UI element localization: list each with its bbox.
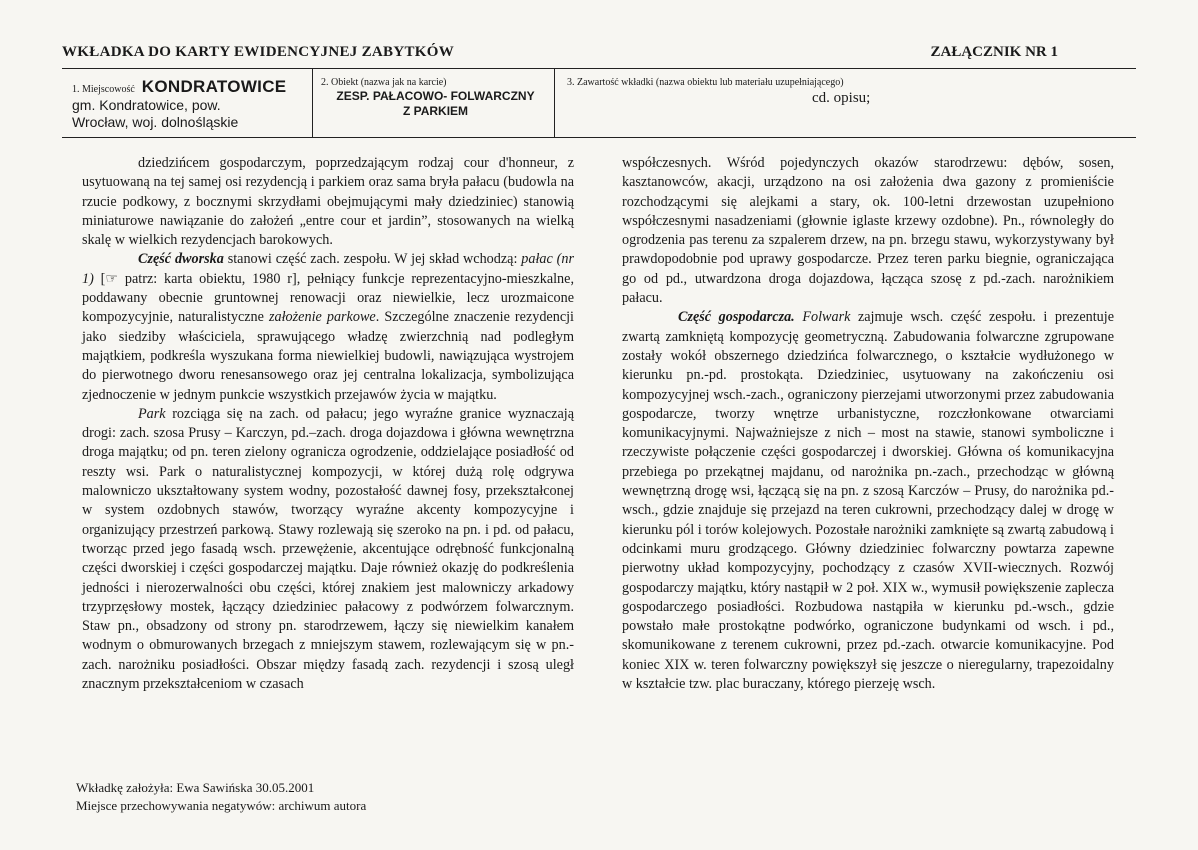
- object-name-line1: ZESP. PAŁACOWO- FOLWARCZNY: [336, 89, 535, 103]
- contents-label: 3. Zawartość wkładki (nazwa obiektu lub materiału uzupełniającego): [567, 77, 844, 88]
- left-paragraph-1: dziedzińcem gospodarczym, poprzedzającym rodzaj cour d'honneur, z usytuowaną na tej samej osi rezydencją i parkiem oraz sama bryła pałacu (budowla na rzucie podkowy, z bocznymi skrzydłami obejmującymi mały dziedziniec) stanowią miniaturowe nawiązanie do założeń „entre cour et jardin”, stosowanych na wielką skalę w wielkich rezydencjach barokowych.: [82, 155, 574, 249]
- palace-reference: pałac (nr 1): [82, 251, 574, 287]
- metadata-table: [62, 68, 1136, 138]
- park-reference: założenie parkowe: [269, 309, 376, 326]
- object-name-line2: Z PARKIEM: [402, 104, 469, 118]
- location-commune: gm. Kondratowice, pow.: [72, 97, 221, 113]
- right-paragraph-2: Część gospodarcza. Folwark zajmuje wsch. część zespołu. i prezentuje zwartą zamkniętą kompozycję geometryczną. Zabudowania folwarczne zgrupowane zostały wokół obszernego dziedzińca folwarcznego, o kształcie wydłużonego w kierunku pn.-pd. prostokąta. Dziedziniec, usytuowany na zakończeniu osi kompozycyjnej wsch.-zach., ograniczony pierzejami utworzonymi przez zabudowania gospodarcze, tworzy wnętrze urbanistyczne, rozczłonkowane otwarciami komunikacyjnymi. Najważniejsze z nich – most na stawie, stanowi symboliczne i rzeczywiste połączenie części gospodarczej i dworskiej. Główna oś komunikacyjna przebiega po przekątnej majdanu, od narożnika pn.-zach., przechodząc w główną wewnętrzną drogę wsi, łączącą się na pn. z szosą Karczów – Prusy, do narożnika pd.-wsch., gdzie znajduje się przejazd na teren cukrowni, przechodzący dalej w drogę w kierunku pól i torów kolejowych. Pozostałe narożniki zamknięte są zwartą zabudową i odcinkami muru grodzącego. Główny dziedziniec folwarczny powtarza zapewne pierwotny układ kompozycyjny, pochodzący z czasów XVII-wiecznych. Rozwój gospodarczy majątku, który nastąpił w 2 poł. XIX w., wymusił powiększenie zaplecza gospodarczego posiadłości. Rozbudowa nastąpiła w kierunku pd.-wsch., gdzie powstało małe prostokątne podwórko, ograniczone budynkami od wsch. i pd., skomunikowane z terenem cukrowni, przez pd.-zach. otwarcie komunikacyjne. Pod koniec XIX w. teren folwarczny powiększył się jeszcze o nieregularny, trapezoidalny w kształcie tzw. plac buraczany, którego pierzeję wsch.: [622, 309, 1115, 693]
- left-paragraph-3: Park rozciąga się na zach. od pałacu; jego wyraźne granice wyznaczają drogi: zach. szosa Prusy – Karczyn, pd.–zach. droga dojazdowa i główna wewnętrzna droga majątku; od pn. teren zielony ogranicza ogrodzenie, oddzielające posiadłość od reszty wsi. Park o naturalistycznej kompozycji, w której dużą rolę odgrywa malowniczo ukształtowany system wodny, pozostałość dawnej fosy, przekształconej w system ozdobnych stawów, tworzący wyraźne akcenty kompozycyjne i organizujący przestrzeń parkową. Stawy rozlewają się szeroko na pn. i pd. od pałacu, tworząc przed jego fasadą wsch. przewężenie, akcentujące odrębność funkcjonalną części dworskiej i części gospodarczej majątku. Daje również okazję do podkreślenia jedności i nierozerwalności obu części, której znakiem jest malowniczy arkadowy trzyprzęsłowy mostek, łączący dziedziniec pałacowy z podwórzem folwarcznym. Staw pn., obsadzony od strony pn. starodrzewem, łączy się niewielkim kanałem wodnym o obmurowanych brzegach z mniejszym stawem, rozlewającym się w pn.-zach. narożniku posiadłości. Obszar między fasadą zach. rezydencji i szosą uległ znacznym przekształceniom w czasach: [82, 405, 574, 693]
- contents-cell: [555, 69, 1136, 137]
- object-label: 2. Obiekt (nazwa jak na karcie): [321, 77, 447, 88]
- right-text-column: [622, 154, 1114, 694]
- section-heading-park: Park: [138, 405, 166, 422]
- author-note: Wkładkę założyła: Ewa Sawińska 30.05.2001: [76, 780, 315, 795]
- negative-storage-note: Miejsce przechowywania negatywów: archiwum autora: [76, 798, 367, 813]
- location-label: 1. Miejscowość: [72, 84, 135, 95]
- footer-notes: [76, 779, 366, 815]
- folwark-heading: Folwark: [802, 309, 851, 326]
- section-heading-gospodarcza: Część gospodarcza.: [678, 309, 795, 326]
- document-title: WKŁADKA DO KARTY EWIDENCYJNEJ ZABYTKÓW: [62, 44, 455, 60]
- left-paragraph-2: Część dworska stanowi część zach. zespołu. W jej skład wchodzą: pałac (nr 1) [☞ patrz: karta obiektu, 1980 r], pełniący funkcje reprezentacyjno-mieszkalne, poddawany obecnie gruntownej renowacji oraz niewielkie, lecz urozmaicone kompozycyjnie, naturalistyczne założenie parkowe. Szczególne znaczenie rezydencji jako siedziby właściciela, sprawującego władzę zwierzchnią nad podległym majątkiem, podkreśla wyszukana forma niewielkiej budowli, nawiązująca wystrojem do pierwotnego dworu renesansowego oraz jej centralna lokalizacja, symbolizująca zjednoczenie w jednym punkcie wszystkich przejawów życia w majątku.: [82, 251, 575, 403]
- left-text-column: [82, 154, 574, 694]
- object-cell: [312, 69, 555, 137]
- right-paragraph-1: współczesnych. Wśród pojedynczych okazów starodrzewu: dębów, sosen, kasztanowców, akacji, urządzono na osi założenia dwa gazony z promieniście rozchodzącymi się alejkami a stary, ok. 100-letni drzewostan uzupełniono współczesnymi nasadzeniami (głownie iglaste krzewy ozdobne). Pn., równoległy do ogrodzenia pas terenu za szpalerem drzew, na pn. brzegu stawu, wykorzystywany był prawdopodobnie pod uprawy gospodarcze. Przez teren parku biegnie, ograniczająca go od pd., utwardzona droga dojazdowa, łącząca szosę z pd.-zach. narożnikiem pałacu.: [622, 155, 1114, 307]
- location-name: KONDRATOWICE: [141, 77, 287, 96]
- location-cell: [62, 69, 312, 137]
- contents-value: cd. opisu;: [812, 90, 871, 106]
- location-district: Wrocław, woj. dolnośląskie: [72, 114, 239, 130]
- attachment-number: ZAŁĄCZNIK NR 1: [930, 44, 1058, 60]
- section-heading-dworska: Część dworska: [138, 251, 224, 268]
